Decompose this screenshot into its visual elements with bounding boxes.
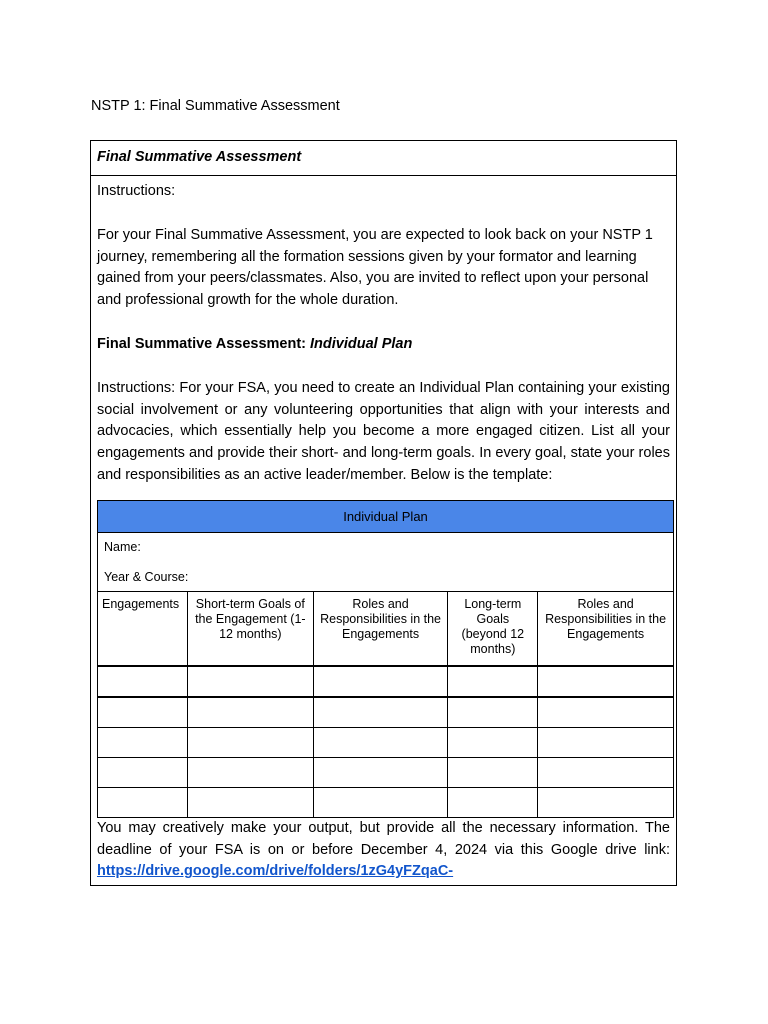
table-cell[interactable] [313,757,448,787]
column-header-short-term-goals: Short-term Goals of the Engagement (1-12 months) [187,591,313,666]
table-cell[interactable] [448,727,538,757]
column-header-short-term-roles: Roles and Responsibilities in the Engagements [313,591,448,666]
table-cell[interactable] [187,757,313,787]
table-cell[interactable] [448,757,538,787]
table-cell[interactable] [538,787,674,817]
individual-plan-table [97,500,674,818]
table-row [98,787,674,817]
column-header-long-term-roles: Roles and Responsibilities in the Engagements [538,591,674,666]
table-cell[interactable] [448,697,538,728]
assessment-box-body [91,176,676,885]
table-row [98,697,674,728]
table-cell[interactable] [313,787,448,817]
instructions-label: Instructions: [97,183,176,199]
table-cell[interactable] [538,757,674,787]
table-row [98,727,674,757]
table-cell[interactable] [187,787,313,817]
table-cell[interactable] [538,697,674,728]
table-cell[interactable] [98,757,188,787]
name-label: Name: [104,539,141,554]
plan-table-title: Individual Plan [98,500,674,532]
individual-plan-heading-emphasis: Individual Plan [310,335,413,352]
individual-plan-heading [97,334,670,356]
closing-text: You may creatively make your output, but provide all the necessary information. The deadline of your FSA is on or before December 4, 2024 via this Google drive link: [97,819,670,858]
table-cell[interactable] [98,666,188,697]
table-cell[interactable] [98,727,188,757]
fsa-instructions-paragraph: Instructions: For your FSA, you need to create an Individual Plan containing your existing social involvement or any volunteering opportunities that align with your interests and advocacies, which essentially help you become a more engaged citizen. List all your engagements and provide their short- and long-term goals. In every goal, state your roles and responsibilities as an active leader/member. Below is the template: [97,379,670,483]
table-cell[interactable] [538,727,674,757]
column-header-engagements: Engagements [98,591,188,666]
table-cell[interactable] [313,697,448,728]
table-cell[interactable] [187,666,313,697]
table-cell[interactable] [187,697,313,728]
closing-paragraph [97,818,670,885]
table-cell[interactable] [313,666,448,697]
assessment-box-title: Final Summative Assessment [91,141,676,176]
student-info-cell [98,532,674,591]
table-cell[interactable] [448,787,538,817]
table-cell[interactable] [313,727,448,757]
table-cell[interactable] [538,666,674,697]
google-drive-link[interactable]: https://drive.google.com/drive/folders/1zG4yFZqaC- [97,863,454,880]
assessment-box [90,140,677,886]
year-course-label: Year & Course: [104,569,189,584]
table-cell[interactable] [98,697,188,728]
document-header: NSTP 1: Final Summative Assessment [91,98,340,114]
table-row [98,757,674,787]
table-cell[interactable] [187,727,313,757]
table-cell[interactable] [98,787,188,817]
intro-paragraph: For your Final Summative Assessment, you are expected to look back on your NSTP 1 journey, remembering all the formation sessions given by your formator and learning gained from your peers/classmates. Also, you are invited to reflect upon your personal and professional growth for the whole duration. [97,226,653,309]
column-header-long-term-goals: Long-term Goals (beyond 12 months) [448,591,538,666]
table-cell[interactable] [448,666,538,697]
table-row [98,666,674,697]
individual-plan-heading-prefix: Final Summative Assessment: [97,335,311,352]
